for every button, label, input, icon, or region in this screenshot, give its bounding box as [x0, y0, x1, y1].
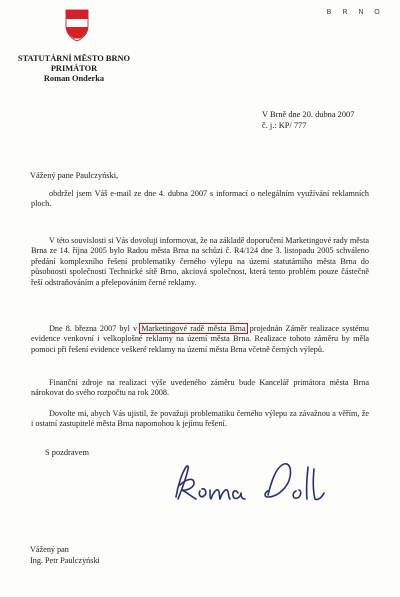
handwritten-signature: [168, 455, 338, 513]
paragraph-4-text: Finanční zdroje na realizaci výše uvedeného záměru bude Kancelář primátora města Brna nárokovat do svého rozpočtu na rok 2008.: [31, 378, 369, 398]
wordmark-letter: R: [342, 9, 348, 16]
paragraph-2: [31, 236, 369, 288]
recipient-salutation: Vážený pan: [30, 545, 69, 554]
highlighted-phrase: Marketingové radě města Brna: [141, 324, 246, 333]
recipient-block: [30, 545, 100, 566]
letter-date: V Brně dne 20. dubna 2007: [262, 110, 355, 119]
wordmark-letter: N: [358, 9, 364, 16]
sender-block: [12, 54, 136, 84]
sender-name: Roman Onderka: [43, 74, 105, 83]
wordmark-letter: O: [374, 9, 380, 16]
recipient-name: Ing. Petr Paulczyński: [30, 555, 100, 565]
paragraph-3-text: [31, 324, 369, 355]
salutation: Vážený pane Paulczyński,: [30, 171, 119, 180]
paragraph-2-text: V této souvislosti si Vás dovoluji informovat, že na základě doporučení Marketingové rady města Brna ze 14. října 2005 bylo Radou města Brna na schůzi č. R4/124 dne 3. listopadu 2005 schváleno předání komplexního řešení problematiky černého výlepu na území statutárního města Brna do působnosti společnosti Technické sítě Brno, akciová společnost, která tento problém pouze částečně řeší odstraňováním a přelepováním černé reklamy.: [31, 236, 369, 287]
paragraph-3-rest: projednán Záměr realizace systému evidence venkovní i velkoplošné reklamy na území města Brna. Realizace tohoto záměru by měla pomoci při řešení evidence veškeré reklamy na území města Brna včetně černých výlepů.: [31, 324, 369, 354]
paragraph-3-lead: Dne 8. března 2007 byl v: [49, 324, 141, 333]
sender-title: PRIMÁTOR: [50, 64, 98, 73]
paragraph-4: [31, 378, 369, 399]
reference-number: č. j.: KP/ 777: [262, 121, 307, 130]
paragraph-5: [31, 409, 369, 430]
sender-city: STATUTÁRNÍ MĚSTO BRNO: [17, 54, 131, 63]
paragraph-5-text: Dovolte mi, abych Vás ujistil, že považuji problematiku černého výlepu za závažnou a věřím, že i ostatní zastupitelé města Brna napomohou k jejímu řešení.: [31, 409, 369, 429]
paragraph-1-text: obdržel jsem Váš e-mail ze dne 4. dubna 2007 s informací o nelegálním využívání reklamních ploch.: [31, 189, 369, 209]
closing: S pozdravem: [45, 448, 89, 457]
date-reference-block: [262, 109, 354, 131]
paragraph-3: [31, 324, 369, 355]
brno-coat-of-arms-icon: [63, 8, 91, 42]
wordmark-letter: B: [326, 9, 332, 16]
paragraph-1: [31, 189, 369, 210]
brno-wordmark: [324, 8, 382, 18]
